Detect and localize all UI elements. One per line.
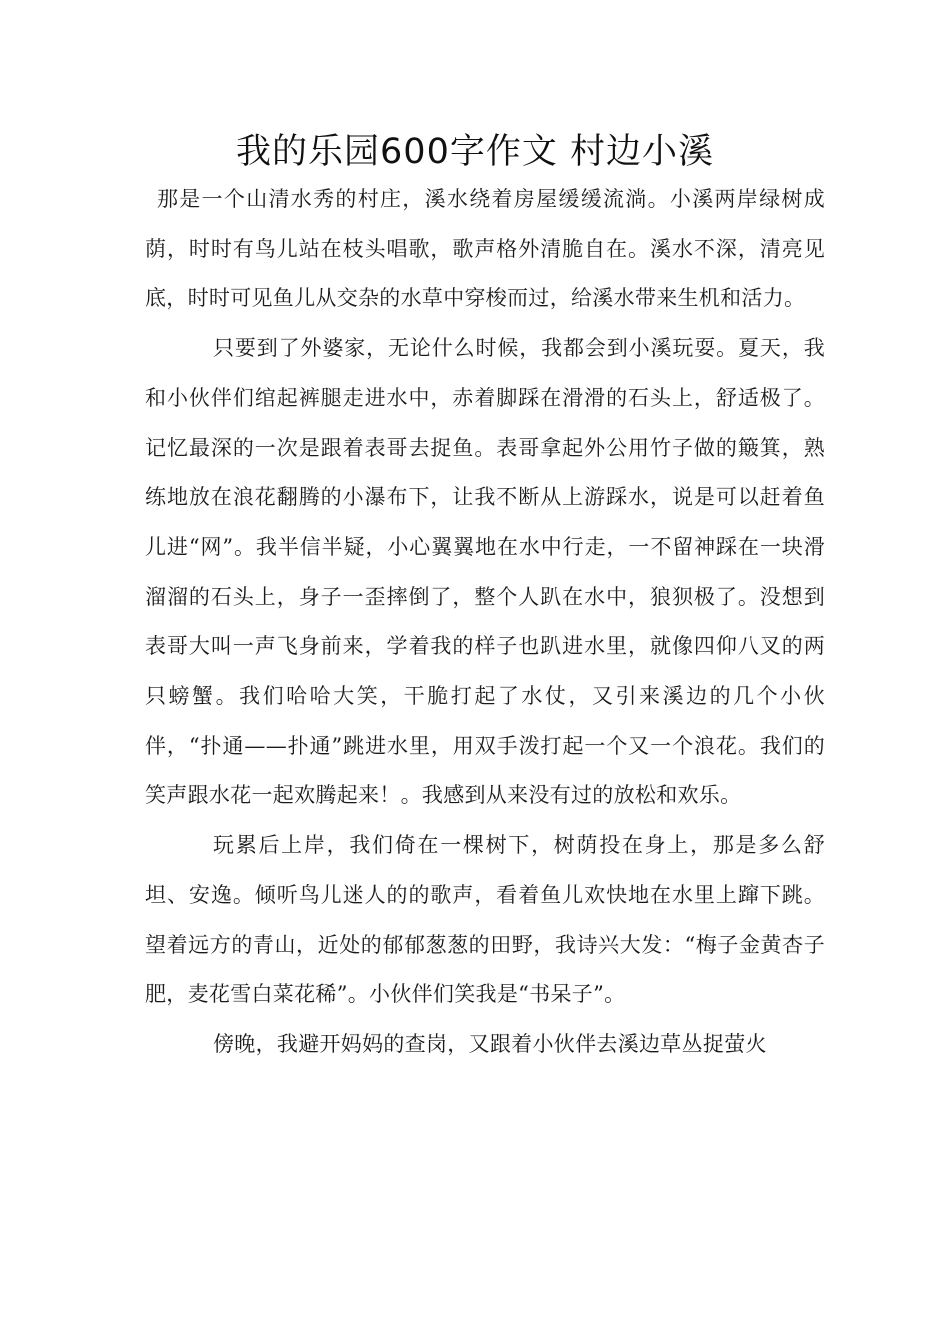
paragraph-1: 那是一个山清水秀的村庄，溪水绕着房屋缓缓流淌。小溪两岸绿树成荫，时时有鸟儿站在枝头唱歌，歌声格外清脆自在。溪水不深，清亮见底，时时可见鱼儿从交杂的水草中穿梭而过，给溪水带来生机和活力。 [145,187,825,311]
paragraph-4: 傍晚，我避开妈妈的查岗，又跟着小伙伴去溪边草丛捉萤火 [213,1031,767,1056]
document-title: 我的乐园600字作文 村边小溪 [236,132,714,172]
essay-body [145,175,825,1070]
paragraph-2: 只要到了外婆家，无论什么时候，我都会到小溪玩耍。夏天，我和小伙伴们绾起裤腿走进水中，赤着脚踩在滑滑的石头上，舒适极了。记忆最深的一次是跟着表哥去捉鱼。表哥拿起外公用竹子做的簸箕，熟练地放在浪花翻腾的小瀑布下，让我不断从上游踩水，说是可以赶着鱼儿进“网”。我半信半疑，小心翼翼地在水中行走，一不留神踩在一块滑溜溜的石头上，身子一歪摔倒了，整个人趴在水中，狼狈极了。没想到表哥大叫一声飞身前来，学着我的样子也趴进水里，就像四仰八叉的两只螃蟹。我们哈哈大笑，干脆打起了水仗，又引来溪边的几个小伙伴，“扑通——扑通”跳进水里，用双手泼打起一个又一个浪花。我们的笑声跟水花一起欢腾起来！。我感到从来没有过的放松和欢乐。 [145,336,825,808]
paragraph-3: 玩累后上岸，我们倚在一棵树下，树荫投在身上，那是多么舒坦、安逸。倾听鸟儿迷人的的歌声，看着鱼儿欢快地在水里上蹿下跳。望着远方的青山，近处的郁郁葱葱的田野，我诗兴大发：“梅子金黄杏子肥，麦花雪白菜花稀”。小伙伴们笑我是“书呆子”。 [145,833,825,1007]
